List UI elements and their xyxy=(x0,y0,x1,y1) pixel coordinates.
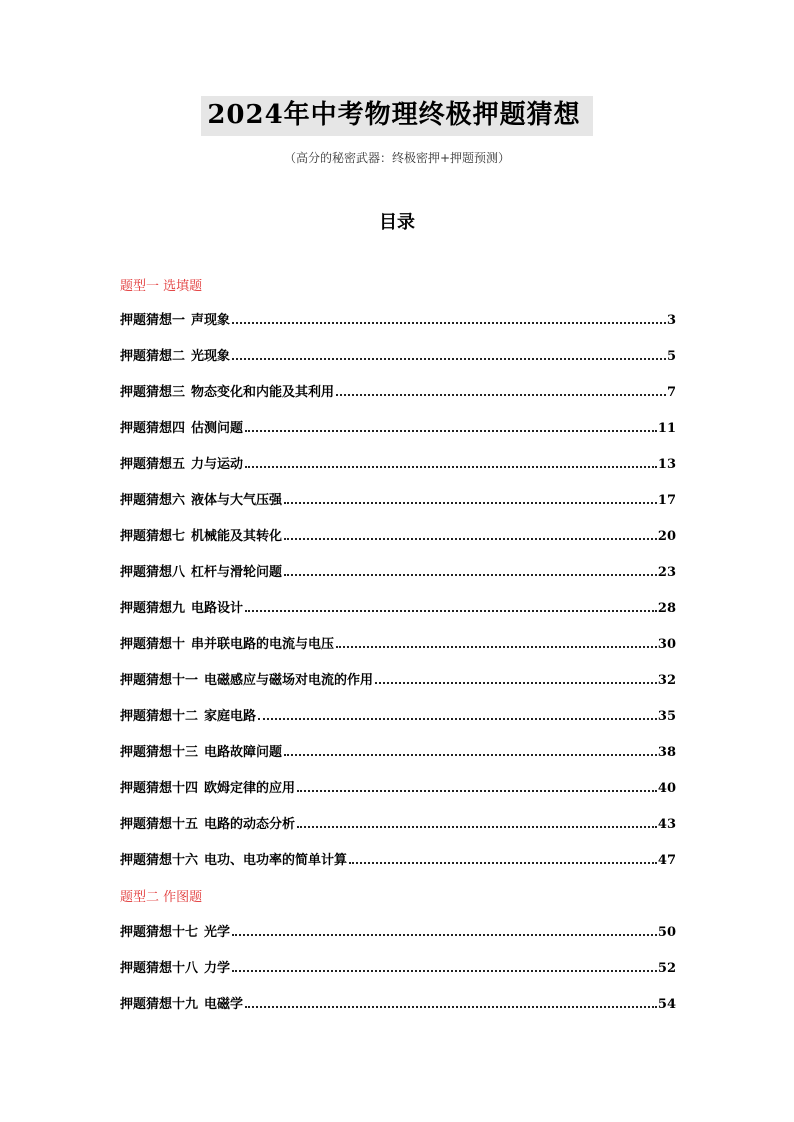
toc-entry[interactable] xyxy=(120,994,676,1012)
toc-entry[interactable] xyxy=(120,958,676,976)
entry-number: 押题猜想七 xyxy=(120,529,186,544)
entry-topic: 力学 xyxy=(204,961,231,976)
entry-topic: 杠杆与滑轮问题 xyxy=(191,565,283,580)
dot-leader xyxy=(232,322,666,324)
entry-page: 38 xyxy=(657,745,676,760)
entry-page: 11 xyxy=(657,421,676,436)
entry-topic: 串并联电路的电流与电压 xyxy=(191,637,335,652)
dot-leader xyxy=(297,790,657,792)
entry-number: 押题猜想十九 xyxy=(120,997,199,1012)
toc-heading: 目录 xyxy=(379,212,415,233)
entry-page: 7 xyxy=(666,385,676,400)
entry-topic: 欧姆定律的应用 xyxy=(204,781,296,796)
dot-leader xyxy=(232,358,666,360)
entry-topic: 电路故障问题 xyxy=(204,745,283,760)
dot-leader xyxy=(284,502,657,504)
entry-page: 17 xyxy=(657,493,676,508)
dot-leader xyxy=(284,538,657,540)
dot-leader xyxy=(245,466,657,468)
toc-entry[interactable] xyxy=(120,526,676,544)
entry-page: 43 xyxy=(657,817,676,832)
dot-leader xyxy=(245,1006,657,1008)
dot-leader xyxy=(349,862,657,864)
toc-entry[interactable] xyxy=(120,922,676,940)
entry-number: 押题猜想四 xyxy=(120,421,186,436)
entry-topic: 物态变化和内能及其利用 xyxy=(191,385,335,400)
toc-entry[interactable] xyxy=(120,490,676,508)
entry-topic: 电磁学 xyxy=(204,997,244,1012)
dot-leader xyxy=(258,718,657,720)
document-subtitle: （高分的秘密武器：终极密押+押题预测） xyxy=(283,151,511,165)
entry-number: 押题猜想十一 xyxy=(120,673,199,688)
entry-topic: 液体与大气压强 xyxy=(191,493,283,508)
toc-entry[interactable] xyxy=(120,310,676,328)
entry-page: 32 xyxy=(657,673,676,688)
toc-entry[interactable] xyxy=(120,814,676,832)
document-title: 2024年中考物理终极押题猜想 xyxy=(201,96,592,136)
entry-number: 押题猜想九 xyxy=(120,601,186,616)
entry-number: 押题猜想五 xyxy=(120,457,186,472)
entry-page: 30 xyxy=(657,637,676,652)
dot-leader xyxy=(232,970,657,972)
toc-entry[interactable] xyxy=(120,598,676,616)
toc-entry[interactable] xyxy=(120,742,676,760)
entry-topic: 力与运动 xyxy=(191,457,244,472)
entry-number: 押题猜想十二 xyxy=(120,709,199,724)
dot-leader xyxy=(284,574,657,576)
toc-entry[interactable] xyxy=(120,382,676,400)
entry-page: 40 xyxy=(657,781,676,796)
dot-leader xyxy=(375,682,657,684)
entry-topic: 电路的动态分析 xyxy=(204,817,296,832)
title-area xyxy=(0,96,794,136)
entry-number: 押题猜想二 xyxy=(120,349,186,364)
toc-entry[interactable] xyxy=(120,562,676,580)
entry-topic: 电路设计 xyxy=(191,601,244,616)
entry-page: 28 xyxy=(657,601,676,616)
entry-page: 23 xyxy=(657,565,676,580)
entry-topic: 电磁感应与磁场对电流的作用 xyxy=(204,673,374,688)
entry-page: 52 xyxy=(657,961,676,976)
entry-number: 押题猜想六 xyxy=(120,493,186,508)
entry-topic: 光现象 xyxy=(191,349,231,364)
entry-topic: 家庭电路 xyxy=(204,709,257,724)
toc-entry[interactable] xyxy=(120,850,676,868)
entry-number: 押题猜想三 xyxy=(120,385,186,400)
entry-topic: 机械能及其转化 xyxy=(191,529,283,544)
toc-entry[interactable] xyxy=(120,778,676,796)
entry-page: 47 xyxy=(657,853,676,868)
entry-number: 押题猜想十八 xyxy=(120,961,199,976)
dot-leader xyxy=(284,754,657,756)
entry-number: 押题猜想十四 xyxy=(120,781,199,796)
entry-number: 押题猜想十三 xyxy=(120,745,199,760)
entry-number: 押题猜想十七 xyxy=(120,925,199,940)
entry-page: 13 xyxy=(657,457,676,472)
dot-leader xyxy=(297,826,657,828)
entry-topic: 光学 xyxy=(204,925,231,940)
toc-entry[interactable] xyxy=(120,634,676,652)
toc-entry[interactable] xyxy=(120,346,676,364)
toc-entry[interactable] xyxy=(120,670,676,688)
entry-topic: 估测问题 xyxy=(191,421,244,436)
section-label-1: 题型一 选填题 xyxy=(120,279,203,294)
dot-leader xyxy=(336,394,666,396)
entry-page: 35 xyxy=(657,709,676,724)
entry-number: 押题猜想十五 xyxy=(120,817,199,832)
dot-leader xyxy=(336,646,657,648)
section-label-2: 题型二 作图题 xyxy=(120,890,203,905)
entry-number: 押题猜想十六 xyxy=(120,853,199,868)
entry-number: 押题猜想八 xyxy=(120,565,186,580)
toc-entry[interactable] xyxy=(120,706,676,724)
toc-entry[interactable] xyxy=(120,454,676,472)
entry-page: 20 xyxy=(657,529,676,544)
entry-topic: 声现象 xyxy=(191,313,231,328)
entry-number: 押题猜想一 xyxy=(120,313,186,328)
entry-page: 50 xyxy=(657,925,676,940)
entry-topic: 电功、电功率的简单计算 xyxy=(204,853,348,868)
dot-leader xyxy=(245,610,657,612)
entry-page: 5 xyxy=(666,349,676,364)
entry-page: 54 xyxy=(657,997,676,1012)
dot-leader xyxy=(232,934,657,936)
dot-leader xyxy=(245,430,657,432)
entry-number: 押题猜想十 xyxy=(120,637,186,652)
entry-page: 3 xyxy=(666,313,676,328)
toc-entry[interactable] xyxy=(120,418,676,436)
